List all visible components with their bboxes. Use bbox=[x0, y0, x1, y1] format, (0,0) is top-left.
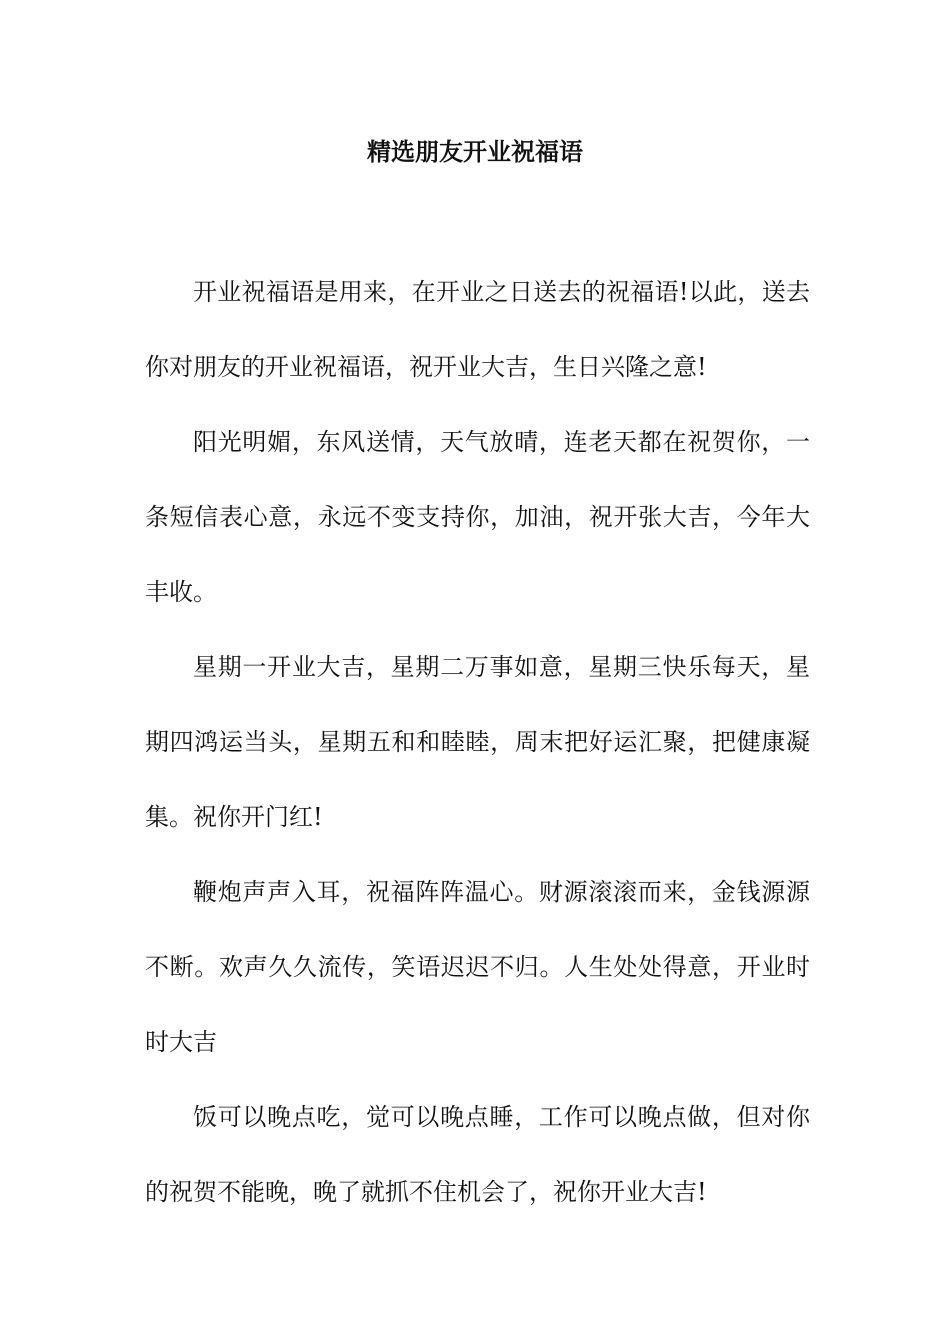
paragraph-blessing-3: 鞭炮声声入耳，祝福阵阵温心。财源滚滚而来，金钱源源不断。欢声久久流传，笑语迟迟不归。人生处处得意，开业时时大吉 bbox=[145, 878, 810, 1056]
paragraph-intro: 开业祝福语是用来，在开业之日送去的祝福语!以此，送去你对朋友的开业祝福语，祝开业大吉，生日兴隆之意! bbox=[145, 278, 810, 381]
paragraph-blessing-4: 饭可以晚点吃，觉可以晚点睡，工作可以晚点做，但对你的祝贺不能晚，晚了就抓不住机会了，祝你开业大吉! bbox=[145, 1103, 810, 1206]
paragraph-blessing-2: 星期一开业大吉，星期二万事如意，星期三快乐每天，星期四鸿运当头，星期五和和睦睦，周末把好运汇聚，把健康凝集。祝你开门红! bbox=[145, 653, 810, 831]
document-title: 精选朋友开业祝福语 bbox=[367, 137, 583, 166]
document-body bbox=[145, 255, 810, 1230]
paragraph-blessing-1: 阳光明媚，东风送情，天气放晴，连老天都在祝贺你，一条短信表心意，永远不变支持你，加油，祝开张大吉，今年大丰收。 bbox=[145, 428, 810, 606]
